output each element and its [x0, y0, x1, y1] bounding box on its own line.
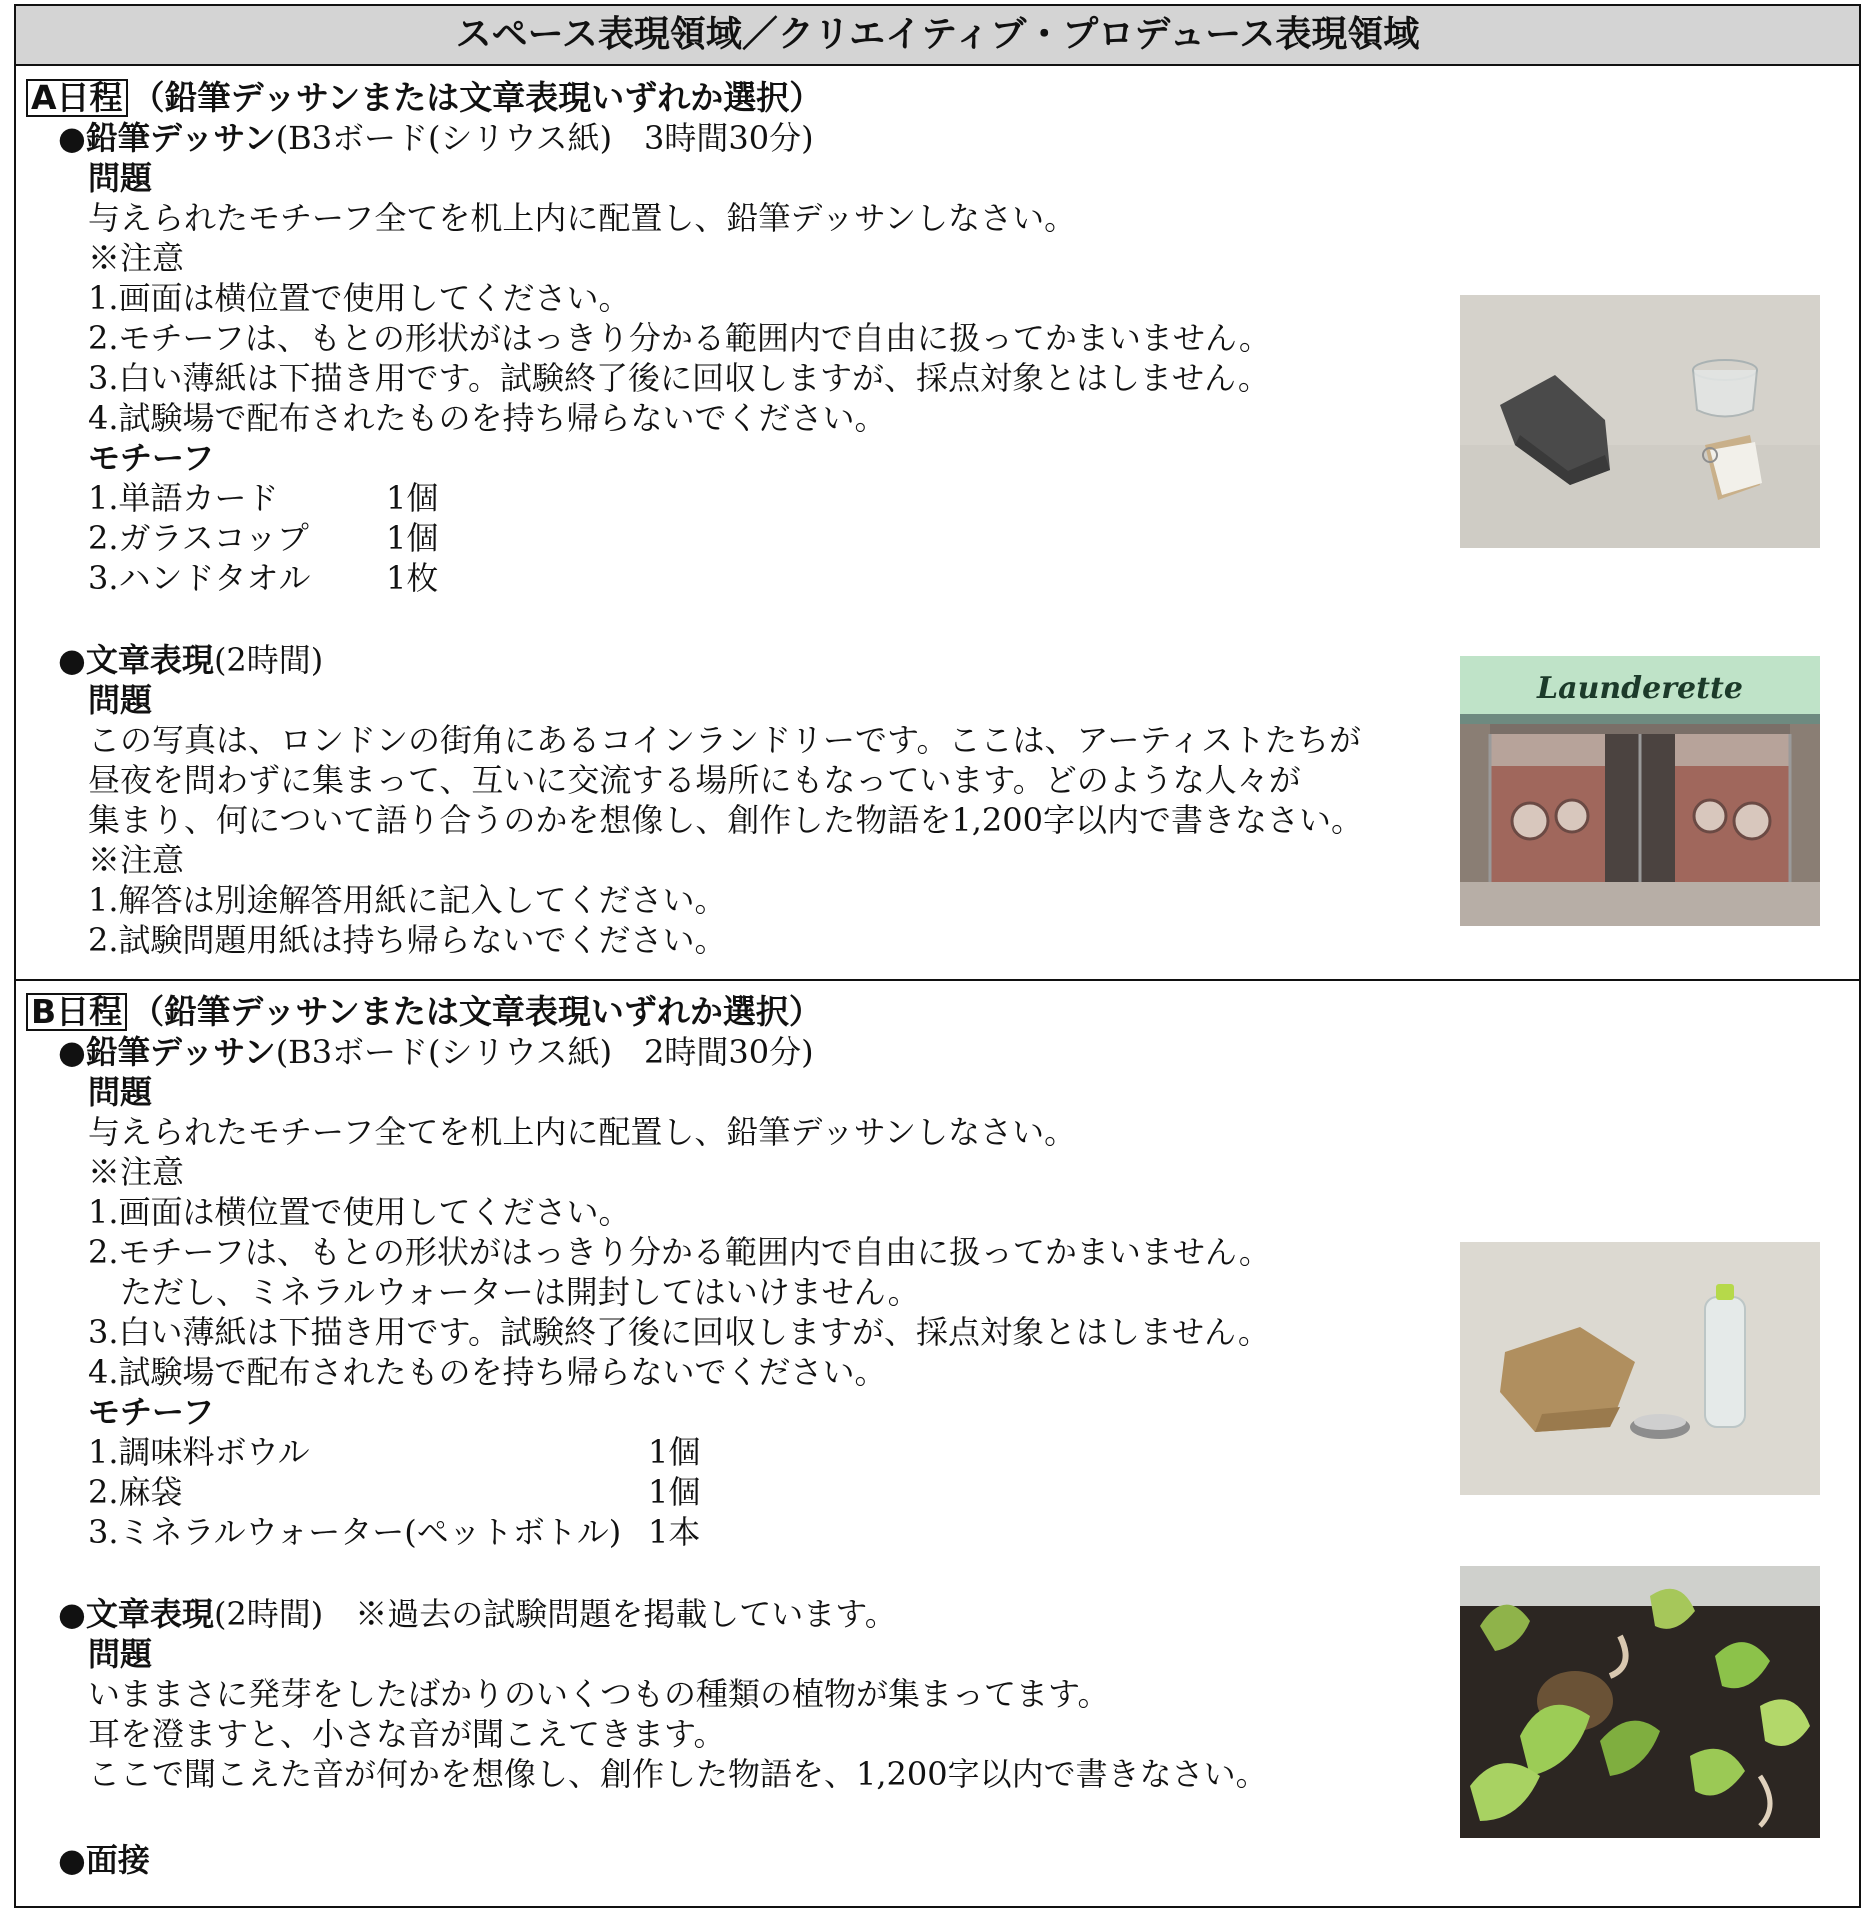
- a-pencil-question-heading: 問題: [88, 159, 153, 197]
- a-pencil-question: 与えられたモチーフ全てを机上内に配置し、鉛筆デッサンしなさい。: [88, 199, 1077, 237]
- b-pencil-note: 2.モチーフは、もとの形状がはっきり分かる範囲内で自由に扱ってかまいません。: [88, 1233, 1271, 1271]
- schedule-a-heading: [26, 78, 822, 118]
- a-essay-notes-heading: ※注意: [88, 841, 185, 879]
- motif-qty: 1枚: [386, 559, 439, 597]
- a-pencil-note: 1.画面は横位置で使用してください。: [88, 279, 631, 317]
- a-pencil-note: 4.試験場で配布されたものを持ち帰らないでください。: [88, 399, 887, 437]
- a-motif-photo: [1460, 295, 1820, 548]
- a-essay-question-line: 集まり、何について語り合うのかを想像し、創作した物語を1,200字以内で書きなさい。: [88, 801, 1363, 839]
- b-motif-photo: [1460, 1242, 1820, 1495]
- a-pencil-note: 3.白い薄紙は下描き用です。試験終了後に回収しますが、採点対象とはしません。: [88, 359, 1270, 397]
- b-pencil-note: 1.画面は横位置で使用してください。: [88, 1193, 631, 1231]
- b-motif-row: [88, 1472, 701, 1512]
- motif-qty: 1本: [648, 1513, 701, 1551]
- a-motif-heading: モチーフ: [88, 439, 215, 477]
- b-motif-row: [88, 1512, 701, 1552]
- b-pencil-question-heading: 問題: [88, 1073, 153, 1111]
- motif-qty: 1個: [386, 479, 439, 517]
- schedule-b-heading: [26, 992, 822, 1032]
- a-pencil-notes-heading: ※注意: [88, 239, 185, 277]
- b-pencil-note: 4.試験場で配布されたものを持ち帰らないでください。: [88, 1353, 887, 1391]
- b-essay-question-line: 耳を澄ますと、小さな音が聞こえてきます。: [88, 1715, 726, 1753]
- b-pencil-note: 3.白い薄紙は下描き用です。試験終了後に回収しますが、採点対象とはしません。: [88, 1313, 1270, 1351]
- a-essay-question-line: この写真は、ロンドンの街角にあるコインランドリーです。ここは、アーティストたちが: [88, 721, 1361, 759]
- b-pencil-title: ●鉛筆デッサン: [58, 1033, 276, 1071]
- a-essay-title: ●文章表現: [58, 641, 214, 679]
- schedule-b-label: B日程: [26, 993, 127, 1031]
- b-pencil-notes-heading: ※注意: [88, 1153, 185, 1191]
- b-pencil-question: 与えられたモチーフ全てを机上内に配置し、鉛筆デッサンしなさい。: [88, 1113, 1077, 1151]
- a-essay-title-line: [58, 640, 323, 680]
- a-motif-row: [88, 558, 439, 598]
- motif-name: 3.ミネラルウォーター(ペットボトル): [88, 1513, 622, 1551]
- a-pencil-title: ●鉛筆デッサン: [58, 119, 276, 157]
- schedule-b-choice: （鉛筆デッサンまたは文章表現いずれか選択）: [131, 992, 822, 1031]
- sprouts-photo: [1460, 1566, 1820, 1838]
- b-essay-question-heading: 問題: [88, 1635, 153, 1673]
- b-interview: ●面接: [58, 1841, 150, 1879]
- a-pencil-title-line: [58, 118, 814, 158]
- a-pencil-note: 2.モチーフは、もとの形状がはっきり分かる範囲内で自由に扱ってかまいません。: [88, 319, 1271, 357]
- b-pencil-detail: (B3ボード(シリウス紙) 2時間30分): [275, 1033, 814, 1071]
- motif-qty: 1個: [386, 519, 439, 557]
- b-essay-title: ●文章表現: [58, 1595, 214, 1633]
- motif-qty: 1個: [648, 1473, 701, 1511]
- b-essay-detail: (2時間) ※過去の試験問題を掲載しています。: [213, 1595, 897, 1633]
- a-motif-row: [88, 518, 439, 558]
- a-essay-note: 2.試験問題用紙は持ち帰らないでください。: [88, 921, 727, 959]
- table-header: スペース表現領域／クリエイティブ・プロデュース表現領域: [16, 6, 1859, 66]
- a-essay-question-line: 昼夜を問わずに集まって、互いに交流する場所にもなっています。どのような人々が: [88, 761, 1301, 799]
- b-essay-question-line: いままさに発芽をしたばかりのいくつもの種類の植物が集まってます。: [88, 1675, 1110, 1713]
- schedule-a-label: A日程: [26, 79, 128, 117]
- b-essay-title-line: [58, 1594, 897, 1634]
- launderette-photo: [1460, 656, 1820, 926]
- motif-name: 1.単語カード: [88, 479, 279, 517]
- schedule-a-choice: （鉛筆デッサンまたは文章表現いずれか選択）: [131, 78, 823, 117]
- a-pencil-detail: (B3ボード(シリウス紙) 3時間30分): [275, 119, 814, 157]
- b-motif-heading: モチーフ: [88, 1393, 215, 1431]
- a-essay-question-heading: 問題: [88, 681, 153, 719]
- b-pencil-title-line: [58, 1032, 814, 1072]
- motif-name: 2.麻袋: [88, 1473, 183, 1511]
- motif-qty: 1個: [648, 1433, 701, 1471]
- motif-name: 1.調味料ボウル: [88, 1433, 310, 1471]
- a-motif-row: [88, 478, 439, 518]
- motif-name: 3.ハンドタオル: [88, 559, 311, 597]
- b-motif-row: [88, 1432, 701, 1472]
- b-essay-question-line: ここで聞こえた音が何かを想像し、創作した物語を、1,200字以内で書きなさい。: [88, 1755, 1268, 1793]
- b-pencil-note: ただし、ミネラルウォーターは開封してはいけません。: [88, 1273, 920, 1311]
- launderette-sign: Launderette: [1537, 671, 1743, 706]
- a-essay-detail: (2時間): [213, 641, 324, 679]
- motif-name: 2.ガラスコップ: [88, 519, 309, 557]
- a-essay-note: 1.解答は別途解答用紙に記入してください。: [88, 881, 727, 919]
- section-divider: [16, 979, 1859, 981]
